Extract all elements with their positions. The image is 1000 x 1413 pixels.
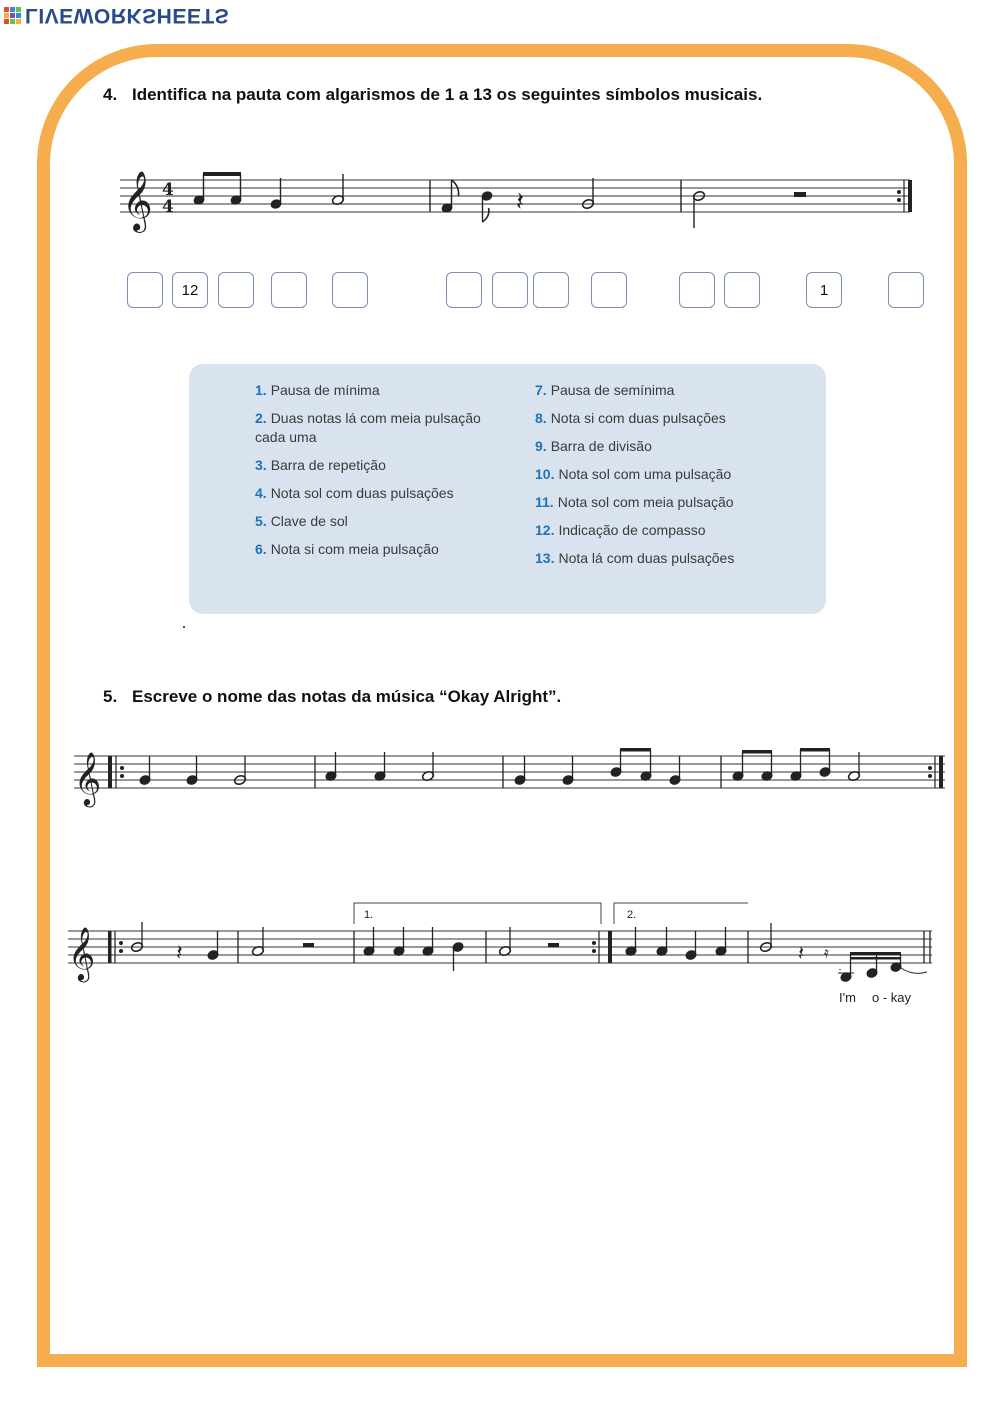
stray-dot [183,626,185,628]
quarter-rest-icon: 𝄽 [798,941,805,965]
note [452,942,464,971]
note [514,756,526,785]
logo-tile [16,13,21,18]
legend-item-number: 1. [255,382,267,398]
legend-item-number: 5. [255,513,267,529]
legend-item [535,493,805,512]
logo-tile [4,19,9,24]
half-note-a [331,174,344,206]
legend-item-text: Nota sol com uma pulsação [558,466,732,482]
legend-item-text: Nota si com meia pulsação [270,541,439,557]
legend-item-number: 9. [535,438,547,454]
legend-item [255,512,505,531]
beamed-sixteenth-notes [838,952,927,982]
logo-tile [10,7,15,12]
lyric-im: I'm [839,990,856,1005]
half-rest-icon [303,943,314,948]
question-4-text: Identifica na pauta com algarismos de 1 a 13 os seguintes símbolos musicais. [132,85,763,104]
question-4-number: 4. [103,85,118,104]
logo-grid-icon [4,7,21,24]
legend-item-number: 10. [535,466,555,482]
half-note-g [581,178,594,210]
volta-1-label: 1. [364,909,374,921]
beamed-notes [732,750,773,781]
legend-item-text: Clave de sol [270,513,348,529]
answer-box-12[interactable]: 1 [806,272,842,308]
legend-item [535,521,805,540]
question-5-text: Escreve o nome das notas da música “Okay Alright”. [132,687,562,706]
note [186,756,198,785]
legend-item-number: 2. [255,410,267,426]
staff-okay-alright-line-2 [62,896,942,1014]
time-signature-bottom: 4 [162,197,174,217]
note [207,931,219,960]
note [130,922,143,953]
legend-column-right [535,381,805,577]
beamed-eighth-notes-a [193,172,242,205]
logo-tile [4,13,9,18]
answer-box-7[interactable] [492,272,528,308]
page-frame-bottom [37,1354,967,1367]
beamed-notes [610,748,652,781]
answer-box-5[interactable] [332,272,368,308]
quarter-note-g [270,178,282,209]
logo-tile [10,19,15,24]
legend-item [255,456,505,475]
logo-tile [16,7,21,12]
legend-item [535,381,805,400]
answer-box-3[interactable] [218,272,254,308]
answer-box-10[interactable] [679,272,715,308]
legend-item [535,437,805,456]
answer-box-11[interactable] [724,272,760,308]
legend-item-text: Nota lá com duas pulsações [558,550,735,566]
legend-item [255,484,505,503]
answer-box-2[interactable]: 12 [172,272,208,308]
legend-item [255,540,505,559]
volta-2-label: 2. [627,909,637,921]
question-5 [103,687,561,707]
brand-logo [4,4,229,26]
note [685,931,697,960]
brand-name: LIVEWORKSHEETS [25,4,230,27]
logo-tile [16,19,21,24]
legend-item [535,465,805,484]
legend-item-number: 12. [535,522,555,538]
note [233,756,246,786]
legend-item [255,381,505,400]
legend-item-text: Barra de repetição [270,457,386,473]
answer-box-8[interactable] [533,272,569,308]
treble-clef-icon: 𝄞 [74,751,102,805]
legend-item-text: Nota sol com meia pulsação [557,494,734,510]
sixteenth-rest-icon: 𝄿 [824,943,829,962]
time-signature-top: 4 [162,180,174,200]
legend-item [535,409,805,428]
lyric-okay: o - kay [872,990,912,1005]
note [669,756,681,785]
legend-item-number: 13. [535,550,555,566]
eighth-note-b [481,191,493,222]
answer-box-13[interactable] [888,272,924,308]
legend-item-text: Pausa de semínima [550,382,675,398]
legend-item-number: 6. [255,541,267,557]
quarter-rest-icon: 𝄽 [176,941,183,966]
legend-item [535,549,805,568]
staff-okay-alright-line-1 [68,742,952,808]
note [562,756,574,785]
legend-item-number: 7. [535,382,547,398]
answer-box-4[interactable] [271,272,307,308]
volta-1-bracket [354,903,601,924]
answer-box-1[interactable] [127,272,163,308]
legend-item-text: Duas notas lá com meia pulsação cada uma [255,410,481,445]
beamed-notes [790,748,831,781]
note [139,756,151,785]
legend-item-text: Barra de divisão [550,438,652,454]
legend-column-left [255,381,505,568]
question-5-number: 5. [103,687,118,706]
legend-item-number: 3. [255,457,267,473]
symbol-legend [189,364,826,614]
legend-item-number: 11. [535,494,554,510]
logo-tile [4,7,9,12]
staff-question-4 [110,158,920,248]
note [759,923,772,953]
treble-clef-icon: 𝄞 [122,171,153,231]
answer-box-6[interactable] [446,272,482,308]
eighth-note-g [441,180,459,213]
legend-item-text: Nota si com duas pulsações [550,410,726,426]
legend-item-number: 4. [255,485,267,501]
half-rest-icon [548,943,559,948]
treble-clef-icon: 𝄞 [68,926,96,980]
legend-item-number: 8. [535,410,547,426]
legend-item-text: Pausa de mínima [270,382,380,398]
legend-item-text: Nota sol com duas pulsações [270,485,454,501]
logo-tile [10,13,15,18]
legend-item [255,409,505,447]
quarter-rest-icon: 𝄽 [516,187,524,217]
question-4 [103,85,762,105]
legend-item-text: Indicação de compasso [558,522,706,538]
answer-box-9[interactable] [591,272,627,308]
half-rest-icon [794,192,806,197]
